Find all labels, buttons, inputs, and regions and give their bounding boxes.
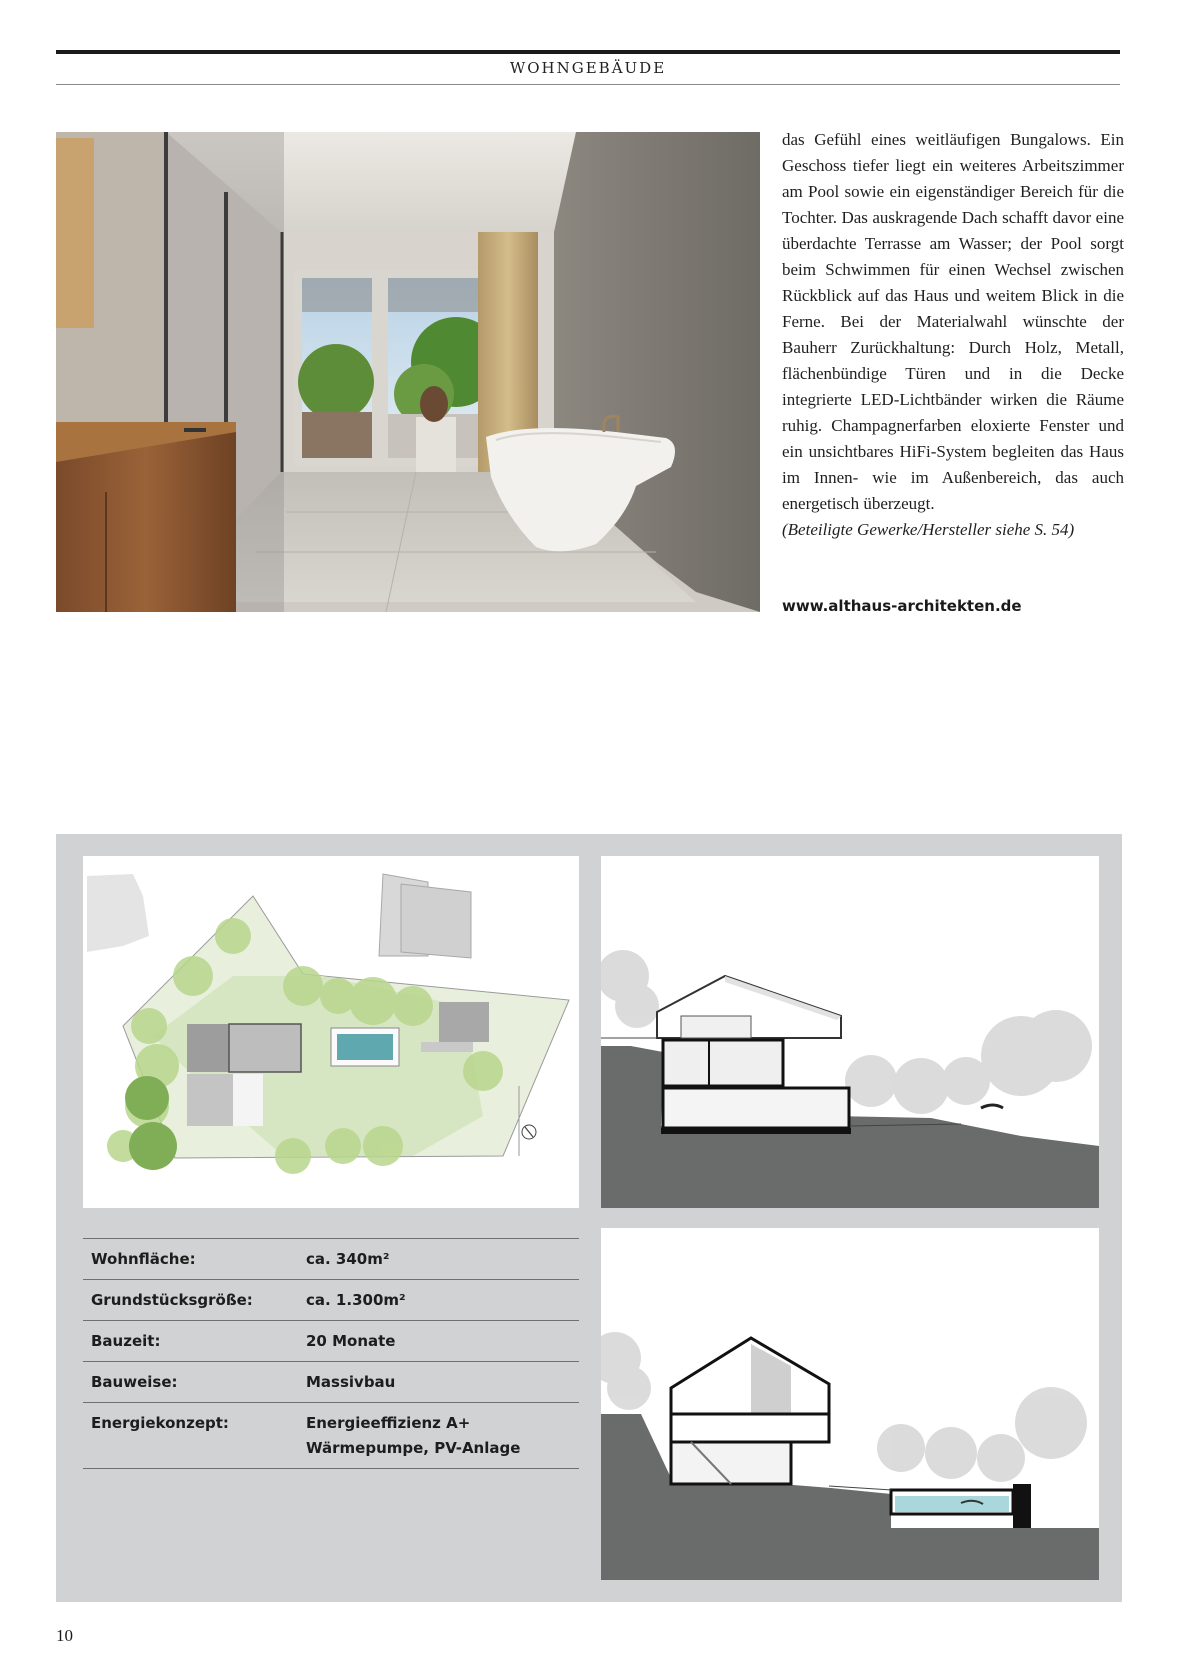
- bathroom-photo: [56, 132, 760, 612]
- article-text: [782, 127, 1124, 543]
- cross-section-drawing-1: [601, 856, 1099, 1208]
- page-number: 10: [56, 1626, 73, 1645]
- fact-row: [83, 1320, 579, 1361]
- fact-value: Massivbau: [306, 1373, 396, 1391]
- fact-value: ca. 1.300m²: [306, 1291, 406, 1309]
- project-info-box: [56, 834, 1122, 1602]
- fact-row: [83, 1279, 579, 1320]
- section-title: WOHNGEBÄUDE: [509, 59, 667, 77]
- fact-row: [83, 1402, 579, 1469]
- fact-label: Grundstücksgröße:: [91, 1291, 253, 1309]
- header-top-rule: [56, 50, 1120, 54]
- fact-row: [83, 1238, 579, 1279]
- fact-value: [306, 1411, 571, 1461]
- fact-label: Wohnfläche:: [91, 1250, 196, 1268]
- article-paragraph: das Gefühl eines weitläufigen Bungalows. Ein Geschoss tiefer liegt ein weiteres Arbeitszimmer am Pool sowie ein eigenständiger Bereich für die Tochter. Das auskragende Dach schafft davor eine überdachte Terrasse am Wasser; der Pool sorgt beim Schwimmen für einen Wechsel zwischen Rückblick auf das Haus und weitem Blick in die Ferne. Bei der Materialwahl wünschte der Bauherr Zurückhaltung: Durch Holz, Metall, flächenbündige Türen und in die Decke integrierte LED-Lichtbänder wirken die Räume ruhig. Champagnerfarben eloxierte Fenster und ein unsichtbares HiFi-System begleiten das Haus im Innen- wie im Außenbereich, das auch energetisch überzeugt.: [782, 130, 1124, 513]
- project-facts-table: [83, 1238, 579, 1469]
- fact-label: Energiekonzept:: [91, 1414, 229, 1432]
- header-divider: [56, 84, 1120, 85]
- fact-label: Bauzeit:: [91, 1332, 161, 1350]
- cross-section-drawing-2: [601, 1228, 1099, 1580]
- fact-label: Bauweise:: [91, 1373, 178, 1391]
- website-link[interactable]: www.althaus-architekten.de: [782, 597, 1022, 615]
- fact-value-line: Energieeffizienz A+: [306, 1414, 471, 1432]
- fact-value: ca. 340m²: [306, 1250, 390, 1268]
- article-credits: (Beteiligte Gewerke/Hersteller siehe S. 54): [782, 520, 1075, 539]
- fact-value-line: Wärmepumpe, PV-Anlage: [306, 1439, 521, 1457]
- fact-row: [83, 1361, 579, 1402]
- site-plan-drawing: [83, 856, 579, 1208]
- fact-value: 20 Monate: [306, 1332, 396, 1350]
